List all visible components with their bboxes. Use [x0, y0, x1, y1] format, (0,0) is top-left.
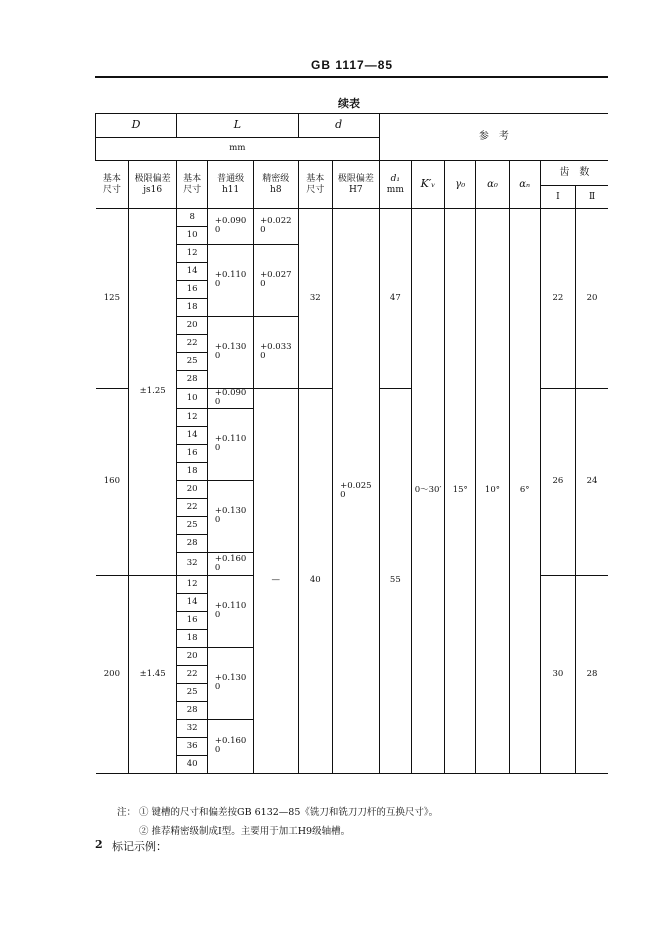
h11-cell — [208, 409, 254, 481]
d-32: 32 — [298, 209, 332, 389]
L-cell: 20 — [177, 481, 208, 499]
header-teeth-I: Ⅰ — [540, 186, 575, 209]
alphan-value: 6° — [509, 209, 540, 774]
h11-cell — [208, 209, 254, 245]
h11-cell — [208, 648, 254, 720]
d1-55: 55 — [379, 389, 411, 774]
header-reference: 参 考 — [379, 114, 608, 161]
header-basic-l2: 尺寸 — [183, 184, 202, 195]
teeth-125-II: 20 — [576, 209, 608, 389]
header-d: d — [298, 114, 379, 138]
h11-lower: 0 — [214, 515, 221, 526]
Kv-value: 0～30′ — [411, 209, 444, 774]
header-Kv: K′ᵥ — [411, 161, 444, 209]
top-rule — [95, 76, 608, 78]
h11-upper: +0.130 — [214, 341, 247, 352]
header-h8: h8 — [270, 184, 282, 195]
L-cell: 25 — [177, 684, 208, 702]
h11-cell — [208, 553, 254, 576]
H7-upper: +0.025 — [340, 480, 372, 491]
h11-upper: +0.160 — [214, 553, 247, 564]
header-js16: js16 — [143, 184, 163, 195]
header-L-precise — [253, 161, 298, 209]
D-125: 125 — [96, 209, 129, 389]
h11-cell — [208, 720, 254, 774]
h8-upper: +0.027 — [260, 269, 292, 280]
header-unit: mm — [96, 138, 380, 161]
header-alphan: αₙ — [509, 161, 540, 209]
h11-cell — [208, 576, 254, 648]
h11-lower: 0 — [214, 279, 221, 290]
h11-upper: +0.110 — [214, 601, 247, 612]
h11-upper: +0.110 — [214, 434, 247, 445]
teeth-200-I: 30 — [540, 576, 575, 774]
header-normal-l1: 普通级 — [217, 174, 245, 185]
d1-47: 47 — [379, 209, 411, 389]
standard-number: GB 1117—85 — [311, 58, 394, 72]
h8-lower: 0 — [260, 351, 266, 362]
h8-cell — [253, 209, 298, 245]
h8-upper: +0.022 — [260, 215, 292, 226]
header-d1 — [379, 161, 411, 209]
h11-cell — [208, 245, 254, 317]
d-H7-tol — [332, 209, 379, 774]
L-cell: 28 — [177, 371, 208, 389]
section-title: 标记示例： — [112, 840, 167, 853]
L-cell: 22 — [177, 499, 208, 517]
h11-lower: 0 — [214, 562, 221, 573]
h11-lower: 0 — [214, 682, 221, 693]
L-cell: 14 — [177, 427, 208, 445]
d-40: 40 — [298, 389, 332, 774]
teeth-160-I: 26 — [540, 389, 575, 576]
L-cell: 20 — [177, 648, 208, 666]
header-L-basic — [177, 161, 208, 209]
L-cell: 28 — [177, 535, 208, 553]
h8-dash: — — [253, 389, 298, 774]
header-basic-l2: 尺寸 — [102, 184, 121, 195]
header-D-basic — [96, 161, 129, 209]
L-cell: 18 — [177, 630, 208, 648]
h8-cell — [253, 245, 298, 317]
section-number: 2 — [95, 838, 103, 851]
note-2: ② 推荐精密级制成Ⅰ型。主要用于加工H9级轴槽。 — [139, 826, 351, 837]
L-cell: 22 — [177, 335, 208, 353]
h11-cell — [208, 481, 254, 553]
h11-lower: 0 — [214, 225, 221, 236]
L-cell: 18 — [177, 463, 208, 481]
header-limit-l1: 极限偏差 — [337, 174, 374, 185]
note-1: ① 键槽的尺寸和偏差按GB 6132—85《铣刀和铣刀刀杆的互换尺寸》。 — [139, 807, 439, 818]
js16-125-160: ±1.25 — [129, 209, 177, 576]
header-alpha0: α₀ — [476, 161, 509, 209]
L-cell: 10 — [177, 389, 208, 409]
h8-upper: +0.033 — [260, 341, 292, 352]
header-L: L — [177, 114, 299, 138]
D-160: 160 — [96, 389, 129, 576]
h11-lower: 0 — [214, 610, 221, 621]
header-D-tol — [129, 161, 177, 209]
h11-lower: 0 — [214, 443, 221, 454]
teeth-160-II: 24 — [576, 389, 608, 576]
L-cell: 36 — [177, 738, 208, 756]
header-basic-l1: 基本 — [306, 174, 325, 185]
H7-lower: 0 — [340, 489, 346, 500]
header-h11: h11 — [221, 184, 240, 195]
header-d1-symbol: d₁ — [390, 174, 400, 185]
L-cell: 28 — [177, 702, 208, 720]
L-cell: 25 — [177, 517, 208, 535]
L-cell: 14 — [177, 263, 208, 281]
L-cell: 25 — [177, 353, 208, 371]
header-limit-l1: 极限偏差 — [134, 174, 171, 185]
gamma-value: 15° — [445, 209, 476, 774]
h8-lower: 0 — [260, 279, 266, 290]
L-cell: 32 — [177, 553, 208, 576]
teeth-125-I: 22 — [540, 209, 575, 389]
alpha0-value: 10° — [476, 209, 509, 774]
L-cell: 18 — [177, 299, 208, 317]
h11-upper: +0.090 — [214, 388, 247, 398]
header-d1-unit: mm — [386, 184, 404, 195]
header-d-tol — [332, 161, 379, 209]
h11-lower: 0 — [214, 745, 221, 756]
note-label: 注： — [117, 807, 137, 818]
table-title: 续表 — [338, 97, 360, 110]
L-cell: 10 — [177, 227, 208, 245]
L-cell: 20 — [177, 317, 208, 335]
header-basic-l1: 基本 — [183, 174, 202, 185]
L-cell: 12 — [177, 245, 208, 263]
spec-table — [95, 113, 608, 774]
h11-cell — [208, 389, 254, 409]
h8-lower: 0 — [260, 225, 266, 236]
h11-cell — [208, 317, 254, 389]
h11-upper: +0.090 — [214, 215, 247, 226]
L-cell: 16 — [177, 281, 208, 299]
h11-lower: 0 — [214, 351, 221, 362]
header-basic-l2: 尺寸 — [306, 184, 325, 195]
header-d-basic — [298, 161, 332, 209]
h8-cell — [253, 317, 298, 389]
L-cell: 40 — [177, 756, 208, 774]
L-cell: 12 — [177, 576, 208, 594]
header-precise-l1: 精密级 — [262, 174, 290, 185]
L-cell: 8 — [177, 209, 208, 227]
L-cell: 14 — [177, 594, 208, 612]
header-gamma: γ₀ — [445, 161, 476, 209]
h11-upper: +0.110 — [214, 269, 247, 280]
header-teeth: 齿 数 — [540, 161, 608, 186]
header-H7: H7 — [349, 184, 363, 195]
header-D: D — [96, 114, 177, 138]
D-200: 200 — [96, 576, 129, 774]
h11-upper: +0.130 — [214, 673, 247, 684]
h11-upper: +0.130 — [214, 506, 247, 517]
L-cell: 12 — [177, 409, 208, 427]
L-cell: 22 — [177, 666, 208, 684]
header-basic-l1: 基本 — [102, 174, 121, 185]
teeth-200-II: 28 — [576, 576, 608, 774]
header-L-normal — [208, 161, 254, 209]
L-cell: 32 — [177, 720, 208, 738]
L-cell: 16 — [177, 612, 208, 630]
h11-upper: +0.160 — [214, 736, 247, 747]
js16-200: ±1.45 — [129, 576, 177, 774]
header-teeth-II: Ⅱ — [576, 186, 608, 209]
L-cell: 16 — [177, 445, 208, 463]
h11-lower: 0 — [214, 397, 221, 408]
